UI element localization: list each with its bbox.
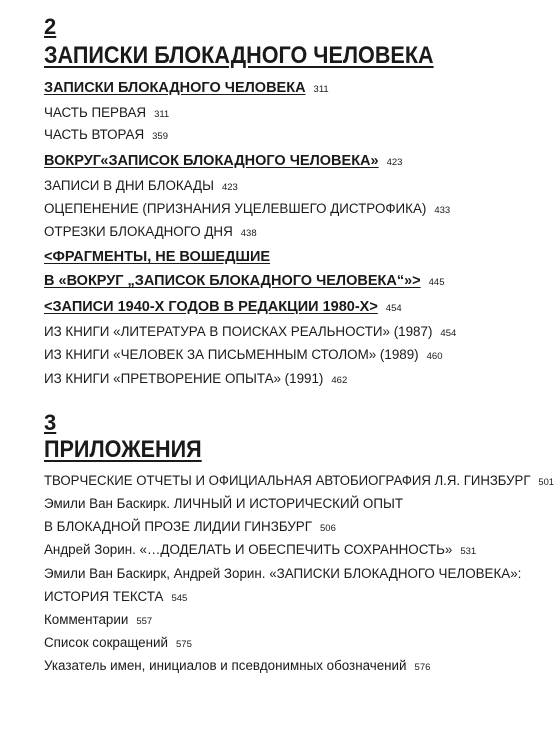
toc-item-text: Эмили Ван Баскирк. ЛИЧНЫЙ И ИСТОРИЧЕСКИЙ ОПЫТ: [44, 496, 404, 511]
page-number: 557: [136, 616, 153, 627]
toc-item-text: Комментарии: [44, 612, 129, 627]
toc-heading[interactable]: [44, 80, 329, 96]
toc-item[interactable]: [44, 635, 192, 650]
toc-item-text: ИСТОРИЯ ТЕКСТА: [44, 589, 164, 604]
toc-heading-text: ЗАПИСКИ БЛОКАДНОГО ЧЕЛОВЕКА: [44, 80, 306, 96]
toc-item-text: Список сокращений: [44, 635, 168, 650]
toc-item-text: ЗАПИСИ В ДНИ БЛОКАДЫ: [44, 178, 214, 193]
page-number: 462: [331, 375, 348, 386]
toc-item-text: ТВОРЧЕСКИЕ ОТЧЕТЫ И ОФИЦИАЛЬНАЯ АВТОБИОГРАФИЯ Л.Я. ГИНЗБУРГ: [44, 473, 531, 488]
toc-item-text: Эмили Ван Баскирк, Андрей Зорин. «ЗАПИСКИ БЛОКАДНОГО ЧЕЛОВЕКА»:: [44, 566, 522, 581]
toc-item[interactable]: [44, 127, 168, 142]
toc-heading-text: ВОКРУГ«ЗАПИСОК БЛОКАДНОГО ЧЕЛОВЕКА»: [44, 153, 379, 169]
page-number: 423: [221, 182, 238, 193]
toc-item-text: ОЦЕПЕНЕНИЕ (ПРИЗНАНИЯ УЦЕЛЕВШЕГО ДИСТРОФИКА): [44, 201, 427, 216]
toc-item[interactable]: [44, 519, 336, 534]
toc-item[interactable]: [44, 201, 450, 216]
toc-item-text: ЧАСТЬ ВТОРАЯ: [44, 127, 145, 142]
toc-item[interactable]: [44, 566, 521, 581]
page-number: 433: [434, 205, 451, 216]
toc-item[interactable]: [44, 371, 347, 386]
toc-heading[interactable]: [44, 273, 444, 289]
toc-item-text: ИЗ КНИГИ «ЛИТЕРАТУРА В ПОИСКАХ РЕАЛЬНОСТИ» (1987): [44, 324, 433, 339]
toc-heading[interactable]: [44, 249, 270, 265]
toc-item[interactable]: [44, 178, 238, 193]
toc-item-text: ИЗ КНИГИ «ЧЕЛОВЕК ЗА ПИСЬМЕННЫМ СТОЛОМ» (1989): [44, 347, 419, 362]
page-number: 423: [386, 157, 403, 168]
toc-item-text: ИЗ КНИГИ «ПРЕТВОРЕНИЕ ОПЫТА» (1991): [44, 371, 324, 386]
page-number: 454: [385, 303, 402, 314]
toc-item[interactable]: [44, 612, 152, 627]
toc-heading-text: В «ВОКРУГ „ЗАПИСОК БЛОКАДНОГО ЧЕЛОВЕКА“»>: [44, 273, 421, 289]
page-number: 460: [426, 351, 443, 362]
toc-item[interactable]: [44, 658, 430, 673]
toc-item[interactable]: [44, 496, 403, 511]
toc-heading[interactable]: [44, 153, 402, 169]
toc-item[interactable]: [44, 473, 554, 488]
section-title: ПРИЛОЖЕНИЯ: [44, 436, 202, 463]
page-number: 311: [313, 84, 329, 95]
toc-heading[interactable]: [44, 299, 402, 315]
page-number: 438: [240, 228, 257, 239]
toc-item[interactable]: [44, 589, 187, 604]
toc-item-text: Указатель имен, инициалов и псевдонимных обозначений: [44, 658, 407, 673]
page-number: 575: [176, 639, 192, 650]
page-number: 311: [154, 109, 170, 120]
page-number: 531: [460, 546, 477, 557]
toc-item[interactable]: [44, 324, 456, 339]
page-number: 576: [414, 662, 431, 673]
toc-item-text: ОТРЕЗКИ БЛОКАДНОГО ДНЯ: [44, 224, 233, 239]
toc-item[interactable]: [44, 105, 169, 120]
page-number: 501: [538, 477, 554, 488]
toc-item-text: ЧАСТЬ ПЕРВАЯ: [44, 105, 147, 120]
page-number: 359: [152, 131, 168, 142]
section-number: 2: [44, 14, 57, 39]
section-title: ЗАПИСКИ БЛОКАДНОГО ЧЕЛОВЕКА: [44, 42, 434, 69]
toc-item-text: Андрей Зорин. «…ДОДЕЛАТЬ И ОБЕСПЕЧИТЬ СОХРАННОСТЬ»: [44, 542, 453, 557]
toc-heading-text: <ФРАГМЕНТЫ, НЕ ВОШЕДШИЕ: [44, 249, 271, 265]
page-number: 545: [171, 593, 188, 604]
toc-item-text: В БЛОКАДНОЙ ПРОЗЕ ЛИДИИ ГИНЗБУРГ: [44, 519, 312, 534]
page-number: 506: [320, 523, 336, 534]
toc-item[interactable]: [44, 224, 257, 239]
page-number: 445: [428, 277, 445, 288]
section-number: 3: [44, 410, 57, 435]
toc-heading-text: <ЗАПИСИ 1940-Х ГОДОВ В РЕДАКЦИИ 1980-Х>: [44, 299, 378, 315]
toc-item[interactable]: [44, 347, 442, 362]
page-number: 454: [440, 328, 457, 339]
toc-item[interactable]: [44, 542, 476, 557]
